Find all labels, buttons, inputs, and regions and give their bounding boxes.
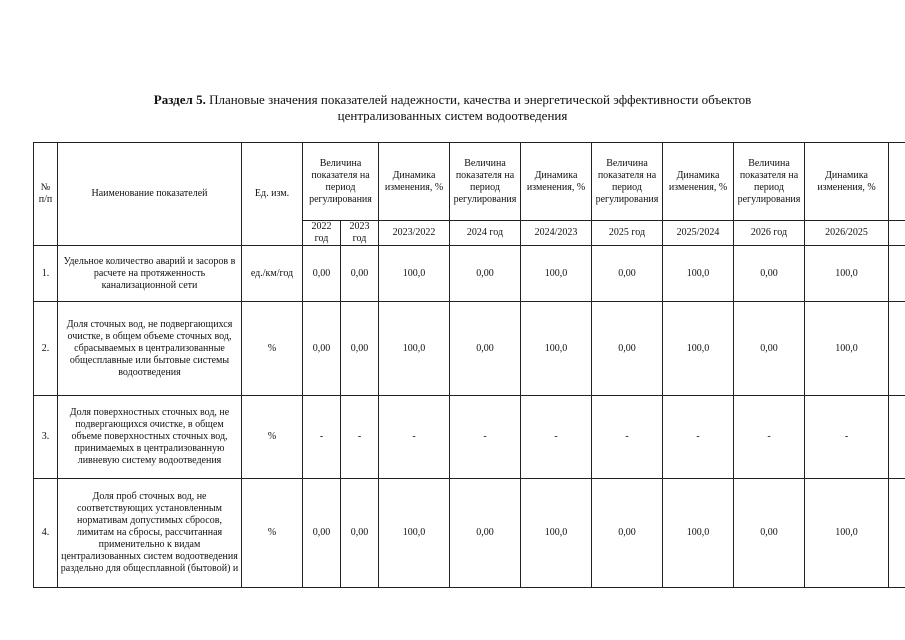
value-cell: 100,0 bbox=[521, 246, 592, 302]
title-line-2: централизованных систем водоотведения bbox=[337, 108, 568, 123]
value-cell: - bbox=[341, 396, 379, 479]
year-cell: 2025/2024 bbox=[663, 221, 734, 246]
value-cell: 100,0 bbox=[379, 479, 450, 588]
value-cell: 100,0 bbox=[805, 479, 889, 588]
value-cell: 0,00 bbox=[450, 246, 521, 302]
year-cell: 2024 год bbox=[450, 221, 521, 246]
value-cell: 100,0 bbox=[805, 302, 889, 396]
value-cell: 100,0 bbox=[663, 479, 734, 588]
value-cell: 0,00 bbox=[341, 246, 379, 302]
value-cell: 100,0 bbox=[379, 302, 450, 396]
spacer-cell bbox=[889, 302, 905, 396]
indicators-table bbox=[33, 142, 905, 588]
row-unit: % bbox=[242, 396, 303, 479]
header-magnitude-2026: Величина показателя на период регулирования bbox=[734, 143, 805, 221]
value-cell: 0,00 bbox=[341, 479, 379, 588]
value-cell: 0,00 bbox=[592, 479, 663, 588]
header-dynamics-2023: Динамика изменения, % bbox=[379, 143, 450, 221]
table-row bbox=[34, 479, 905, 588]
value-cell: 0,00 bbox=[734, 246, 805, 302]
header-magnitude-2024: Величина показателя на период регулирования bbox=[450, 143, 521, 221]
value-cell: 100,0 bbox=[663, 302, 734, 396]
row-name: Доля поверхностных сточных вод, не подвергающихся очистке, в общем объеме поверхностных сточных вод, принимаемых в централизованную ливневую систему водоотведения bbox=[58, 396, 242, 479]
year-cell: 2022 год bbox=[303, 221, 341, 246]
row-unit: % bbox=[242, 479, 303, 588]
value-cell: 0,00 bbox=[450, 302, 521, 396]
header-num: № п/п bbox=[34, 143, 58, 246]
value-cell: - bbox=[521, 396, 592, 479]
value-cell: 100,0 bbox=[663, 246, 734, 302]
year-cell: 2023/2022 bbox=[379, 221, 450, 246]
header-name: Наименование показателей bbox=[58, 143, 242, 246]
year-cell: 2023 год bbox=[341, 221, 379, 246]
row-number: 3. bbox=[34, 396, 58, 479]
header-dynamics-2026: Динамика изменения, % bbox=[805, 143, 889, 221]
value-cell: 0,00 bbox=[592, 246, 663, 302]
year-spacer bbox=[889, 221, 905, 246]
value-cell: 0,00 bbox=[450, 479, 521, 588]
value-cell: 0,00 bbox=[303, 246, 341, 302]
value-cell: - bbox=[592, 396, 663, 479]
value-cell: 0,00 bbox=[341, 302, 379, 396]
value-cell: - bbox=[663, 396, 734, 479]
value-cell: - bbox=[450, 396, 521, 479]
value-cell: - bbox=[734, 396, 805, 479]
spacer-cell bbox=[889, 479, 905, 588]
row-number: 4. bbox=[34, 479, 58, 588]
row-unit: ед./км/год bbox=[242, 246, 303, 302]
value-cell: 100,0 bbox=[521, 302, 592, 396]
value-cell: - bbox=[805, 396, 889, 479]
value-cell: 0,00 bbox=[592, 302, 663, 396]
header-dynamics-2024: Динамика изменения, % bbox=[521, 143, 592, 221]
row-name: Доля сточных вод, не подвергающихся очистке, в общем объеме сточных вод, сбрасываемых в централизованные общесплавные или бытовые системы водоотведения bbox=[58, 302, 242, 396]
spacer-cell bbox=[889, 396, 905, 479]
header-spacer bbox=[889, 143, 905, 221]
header-dynamics-2025: Динамика изменения, % bbox=[663, 143, 734, 221]
year-cell: 2026/2025 bbox=[805, 221, 889, 246]
value-cell: - bbox=[379, 396, 450, 479]
year-cell: 2024/2023 bbox=[521, 221, 592, 246]
header-magnitude-2022-2023: Величина показателя на период регулирования bbox=[303, 143, 379, 221]
table-row bbox=[34, 396, 905, 479]
row-number: 1. bbox=[34, 246, 58, 302]
table-row bbox=[34, 302, 905, 396]
year-cell: 2025 год bbox=[592, 221, 663, 246]
section-number: Раздел 5. bbox=[153, 92, 206, 107]
value-cell: 100,0 bbox=[379, 246, 450, 302]
table-row bbox=[34, 246, 905, 302]
header-row bbox=[34, 143, 905, 221]
value-cell: 0,00 bbox=[303, 302, 341, 396]
header-unit: Ед. изм. bbox=[242, 143, 303, 246]
spacer-cell bbox=[889, 246, 905, 302]
value-cell: - bbox=[303, 396, 341, 479]
header-magnitude-2025: Величина показателя на период регулирования bbox=[592, 143, 663, 221]
row-number: 2. bbox=[34, 302, 58, 396]
row-name: Доля проб сточных вод, не соответствующих установленным нормативам допустимых сбросов, лимитам на сбросы, рассчитанная применительно к видам централизованных систем водоотведения раздельно для общесплавной (бытовой) и bbox=[58, 479, 242, 588]
value-cell: 100,0 bbox=[521, 479, 592, 588]
year-cell: 2026 год bbox=[734, 221, 805, 246]
row-name: Удельное количество аварий и засоров в расчете на протяженность канализационной сети bbox=[58, 246, 242, 302]
row-unit: % bbox=[242, 302, 303, 396]
title-line-1: Плановые значения показателей надежности, качества и энергетической эффективности объектов bbox=[205, 92, 752, 107]
section-title bbox=[60, 92, 845, 124]
value-cell: 0,00 bbox=[734, 302, 805, 396]
value-cell: 100,0 bbox=[805, 246, 889, 302]
value-cell: 0,00 bbox=[303, 479, 341, 588]
value-cell: 0,00 bbox=[734, 479, 805, 588]
